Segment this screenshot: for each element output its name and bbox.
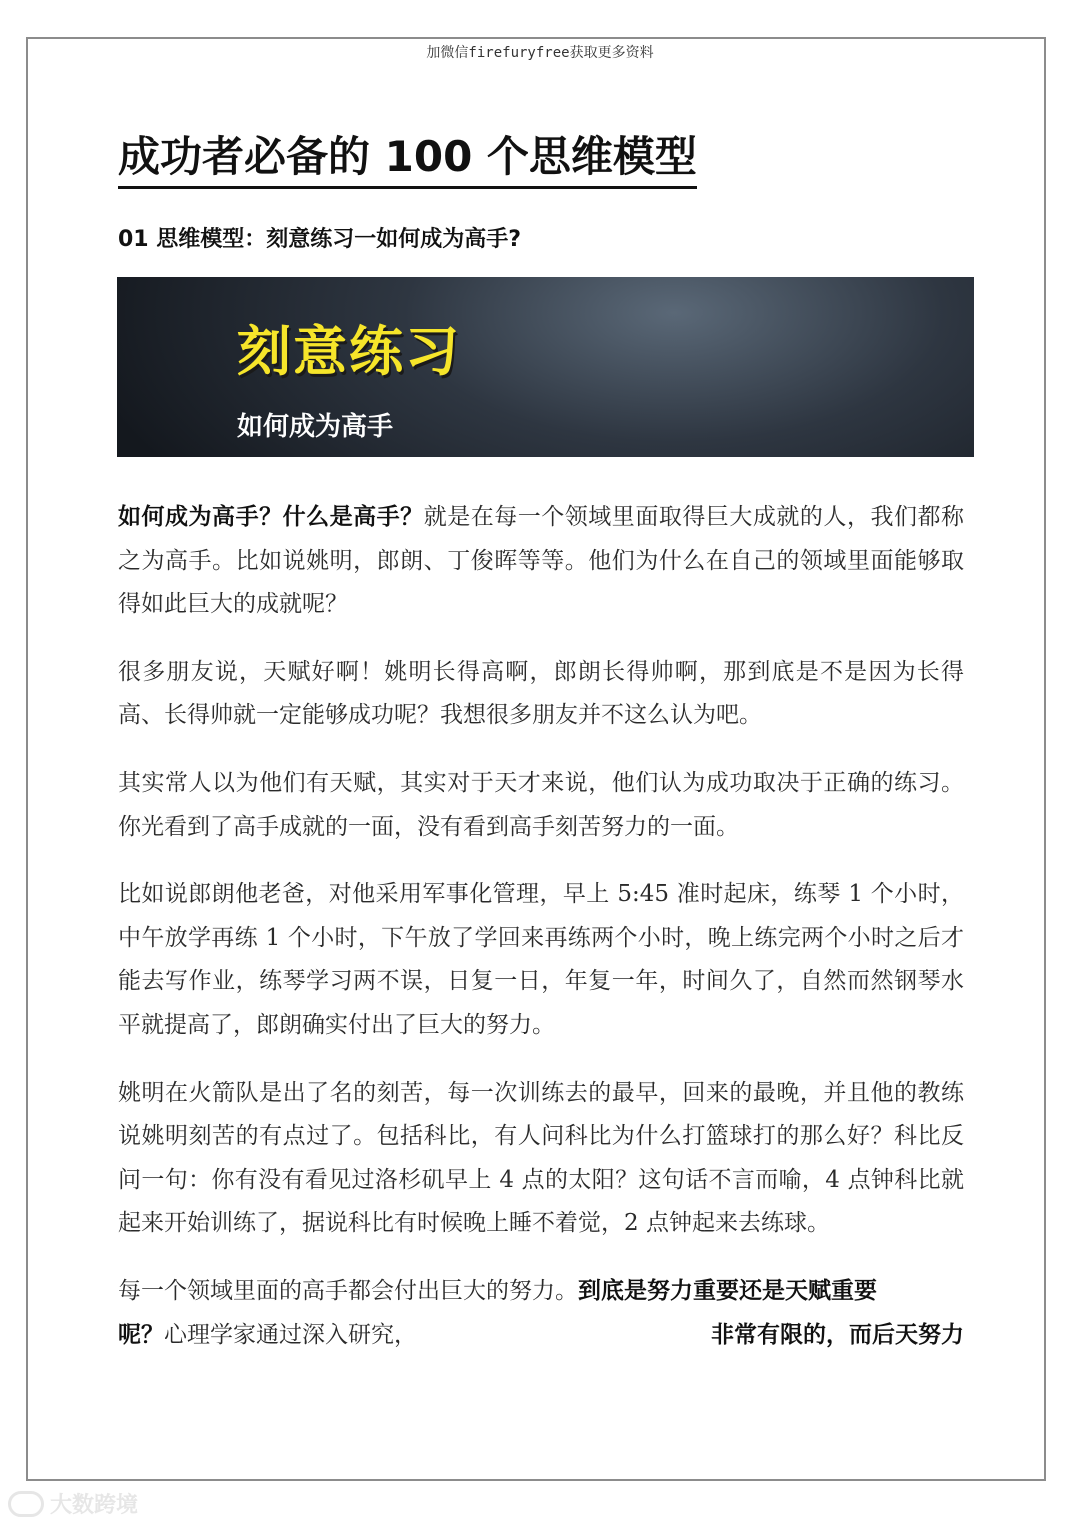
paragraph-6-emphasis-3: 非常有限的，而后天努力 xyxy=(711,1321,964,1348)
section-heading: 01 思维模型：刻意练习一如何成为高手? xyxy=(118,227,522,252)
paragraph-6-last-line xyxy=(118,1314,964,1358)
header-note: 加微信firefuryfree获取更多资料 xyxy=(426,45,654,61)
document-title: 成功者必备的 100 个思维模型 xyxy=(118,128,697,189)
watermark-logo-icon xyxy=(8,1491,44,1517)
article-body xyxy=(118,496,964,1381)
paragraph-3: 其实常人以为他们有天赋，其实对于天才来说，他们认为成功取决于正确的练习。你光看到了高手成就的一面，没有看到高手刻苦努力的一面。 xyxy=(118,769,964,840)
banner-title: 刻意练习 xyxy=(237,320,461,383)
paragraph-6-text-2: 心理学家通过深入研究， xyxy=(164,1321,417,1348)
paragraph-6-emphasis-2: 呢？ xyxy=(118,1321,164,1348)
paragraph-6-last-line-left xyxy=(118,1314,417,1358)
paragraph-1 xyxy=(118,496,964,627)
watermark-text: 大数跨境 xyxy=(50,1493,139,1518)
watermark xyxy=(8,1488,138,1519)
paragraph-6-emphasis: 到底是努力重要还是天赋重要 xyxy=(578,1277,877,1304)
banner-subtitle: 如何成为高手 xyxy=(237,412,394,442)
paragraph-2: 很多朋友说，天赋好啊！姚明长得高啊，郎朗长得帅啊，那到底是不是因为长得高、长得帅就一定能够成功呢？我想很多朋友并不这么认为吧。 xyxy=(118,658,964,729)
paragraph-1-lead: 如何成为高手？什么是高手？ xyxy=(118,504,424,530)
paragraph-4: 比如说郎朗他老爸，对他采用军事化管理，早上 5:45 准时起床，练琴 1 个小时，中午放学再练 1 个小时，下午放了学回来再练两个小时，晚上练完两个小时之后才能去写作业，练琴学习两不误，日复一日，年复一年，时间久了，自然而然钢琴水平就提高了，郎朗确实付出了巨大的努力。 xyxy=(118,881,964,1038)
banner-image xyxy=(117,277,974,457)
paragraph-6-text: 每一个领域里面的高手都会付出巨大的努力。 xyxy=(118,1277,578,1304)
paragraph-1-text: 就是在每一个领域里面取得巨大成就的人，我们都称之为高手。比如说姚明，郎朗、丁俊晖等等。他们为什么在自己的领域里面能够取得如此巨大的成就呢？ xyxy=(118,504,965,618)
paragraph-6 xyxy=(118,1270,964,1357)
paragraph-5: 姚明在火箭队是出了名的刻苦，每一次训练去的最早，回来的最晚，并且他的教练说姚明刻苦的有点过了。包括科比，有人问科比为什么打篮球打的那么好？科比反问一句：你有没有看见过洛杉矶早上 4 点的太阳？这句话不言而喻，4 点钟科比就起来开始训练了，据说科比有时候晚上睡不着觉，2 点钟起来去练球。 xyxy=(118,1079,964,1237)
